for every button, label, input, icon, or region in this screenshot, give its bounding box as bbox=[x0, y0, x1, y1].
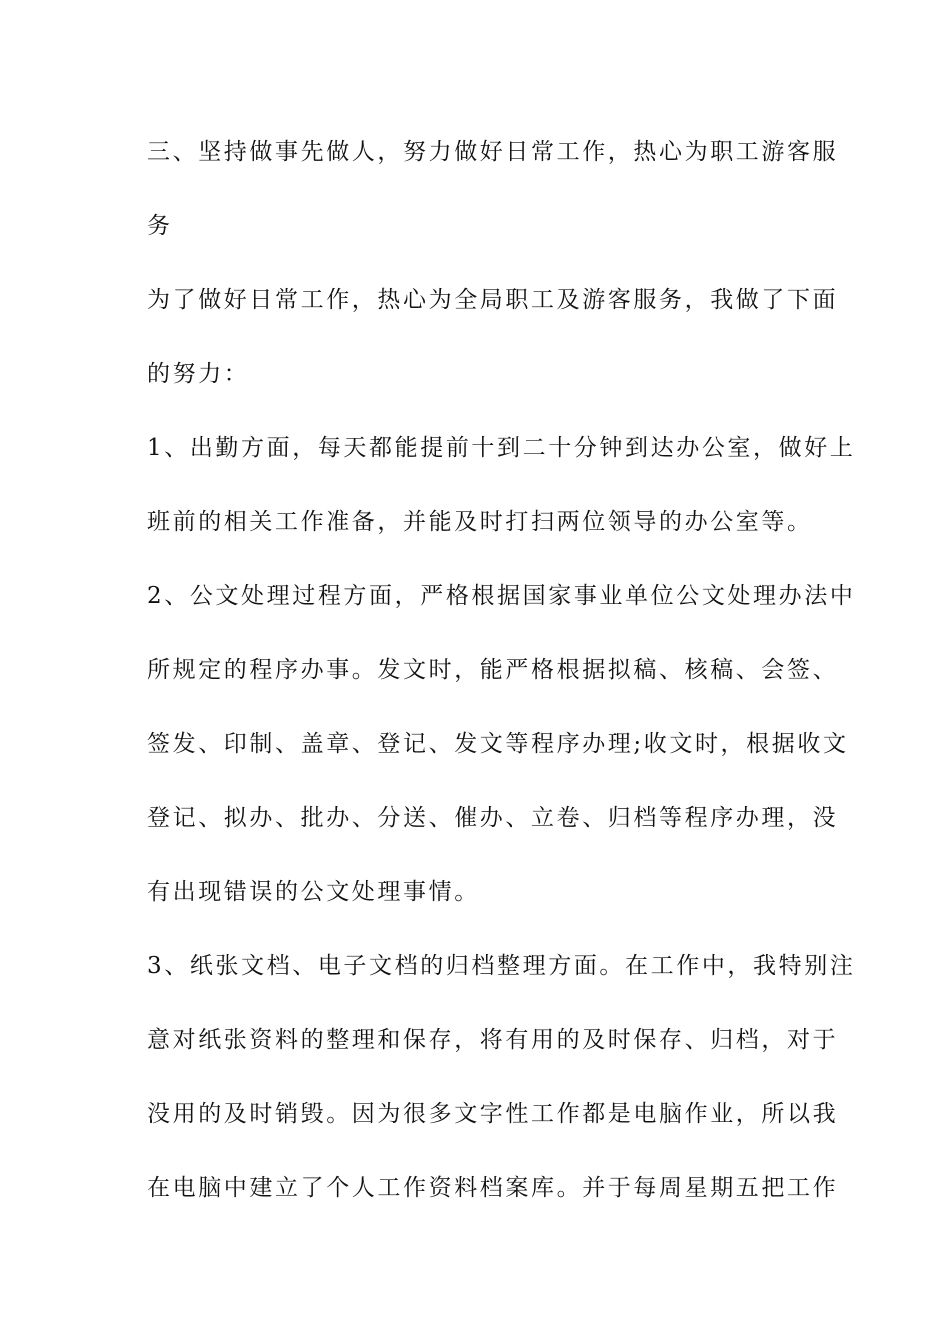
section-heading-line: 务 bbox=[147, 213, 173, 239]
list-item-line: 登记、拟办、批办、分送、催办、立卷、归档等程序办理，没 bbox=[147, 805, 839, 831]
list-item-line: 签发、印制、盖章、登记、发文等程序办理;收文时，根据收文 bbox=[147, 731, 849, 757]
paragraph-line: 的努力： bbox=[147, 361, 250, 387]
document-body bbox=[147, 132, 856, 1242]
list-item-line: 在电脑中建立了个人工作资料档案库。并于每周星期五把工作 bbox=[147, 1175, 839, 1201]
list-item-line: 2、公文处理过程方面，严格根据国家事业单位公文处理办法中 bbox=[147, 583, 856, 609]
paragraph-line: 为了做好日常工作，热心为全局职工及游客服务，我做了下面 bbox=[147, 287, 839, 313]
list-item-line: 1、出勤方面，每天都能提前十到二十分钟到达办公室，做好上 bbox=[147, 435, 856, 461]
list-item-line: 所规定的程序办事。发文时，能严格根据拟稿、核稿、会签、 bbox=[147, 657, 839, 683]
list-item-line: 3、纸张文档、电子文档的归档整理方面。在工作中，我特别注 bbox=[147, 953, 856, 979]
section-heading-line: 三、坚持做事先做人，努力做好日常工作，热心为职工游客服 bbox=[147, 139, 839, 165]
list-item-line: 有出现错误的公文处理事情。 bbox=[147, 879, 480, 905]
list-item-line: 班前的相关工作准备，并能及时打扫两位领导的办公室等。 bbox=[147, 509, 813, 535]
list-item-line: 没用的及时销毁。因为很多文字性工作都是电脑作业，所以我 bbox=[147, 1101, 839, 1127]
list-item-line: 意对纸张资料的整理和保存，将有用的及时保存、归档，对于 bbox=[147, 1027, 839, 1053]
